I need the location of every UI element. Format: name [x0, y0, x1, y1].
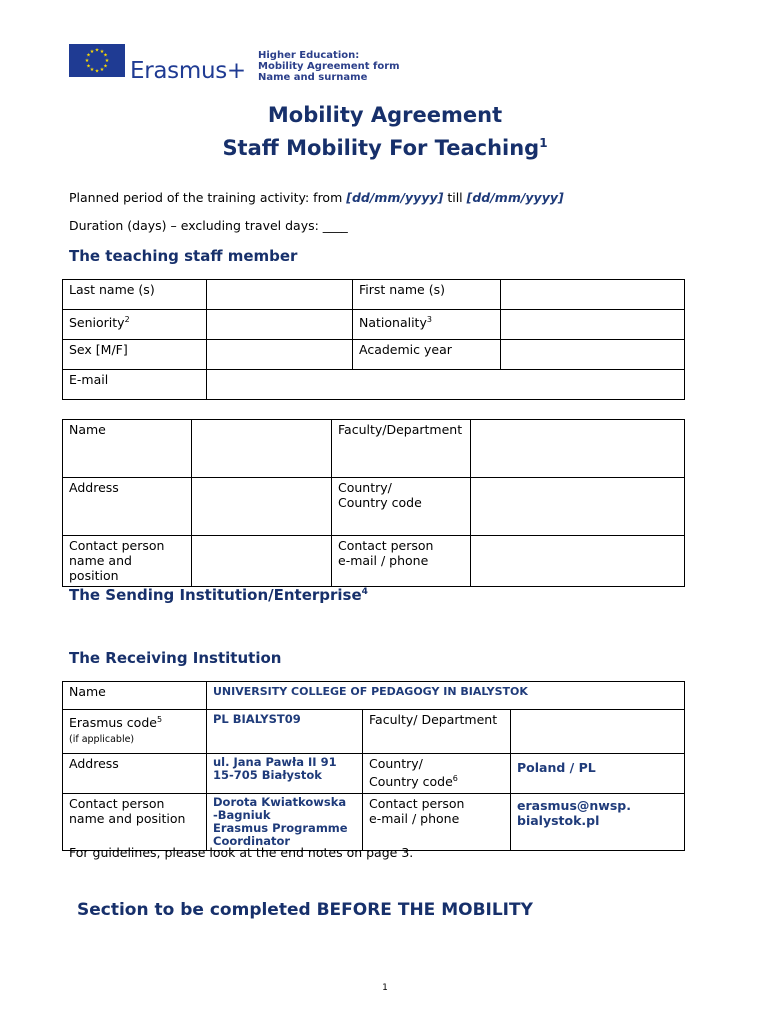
academic-year-label: Academic year: [353, 340, 501, 370]
section-heading-receiving: The Receiving Institution: [69, 649, 282, 667]
last-name-field[interactable]: [207, 280, 353, 310]
page-number: 1: [382, 983, 388, 993]
receiving-name-label: Name: [63, 682, 207, 710]
staff-table: [62, 279, 685, 400]
svg-text:★: ★: [86, 63, 91, 70]
sex-label: Sex [M/F]: [63, 340, 207, 370]
section-heading-staff: The teaching staff member: [69, 247, 298, 265]
svg-text:★: ★: [89, 49, 95, 55]
footnote-ref: 1: [539, 136, 548, 150]
sending-faculty-label: Faculty/Department: [332, 420, 471, 478]
header-line-1: Higher Education:: [258, 50, 360, 61]
receiving-institution-table: [62, 681, 685, 851]
receiving-country-value: Poland / PL: [511, 754, 685, 794]
svg-text:★: ★: [103, 63, 108, 70]
receiving-email-value[interactable]: erasmus@nwsp. bialystok.pl: [511, 794, 685, 851]
svg-text:★: ★: [89, 67, 95, 73]
duration-line: Duration (days) – excluding travel days: ____: [69, 218, 348, 233]
header-line-3: Name and surname: [258, 72, 368, 83]
last-name-label: Last name (s): [63, 280, 207, 310]
sending-address-field[interactable]: [192, 478, 332, 536]
svg-text:★: ★: [94, 47, 100, 54]
first-name-field[interactable]: [501, 280, 685, 310]
sending-country-label: Country/ Country code: [332, 478, 471, 536]
header-line-2: Mobility Agreement form: [258, 61, 400, 72]
receiving-contact-name-value: Dorota Kwiatkowska -Bagniuk Erasmus Programme Coordinator: [207, 794, 363, 851]
sending-faculty-field[interactable]: [471, 420, 685, 478]
svg-text:★: ★: [86, 52, 91, 59]
receiving-faculty-label: Faculty/ Department: [363, 710, 511, 754]
erasmus-code-value: PL BIALYST09: [207, 710, 363, 754]
sending-institution-table: [62, 419, 685, 587]
receiving-name-value: UNIVERSITY COLLEGE OF PEDAGOGY IN BIALYSTOK: [207, 682, 685, 710]
email-field[interactable]: [207, 370, 685, 400]
seniority-field[interactable]: [207, 310, 353, 340]
till-date-placeholder[interactable]: [dd/mm/yyyy]: [466, 190, 564, 205]
page-subtitle: Staff Mobility For Teaching$^1$: [222, 136, 548, 160]
svg-text:★: ★: [94, 68, 100, 75]
svg-text:★: ★: [84, 58, 90, 64]
sex-field[interactable]: [207, 340, 353, 370]
sending-contact-email-field[interactable]: [471, 536, 685, 587]
section-heading-sending: The Sending Institution/Enterprise$^4$: [69, 586, 368, 604]
receiving-contact-email-label: Contact person e-mail / phone: [363, 794, 511, 851]
receiving-country-label: Country/ Country code$^6$: [363, 754, 511, 794]
email-label: E-mail: [63, 370, 207, 400]
receiving-address-value: ul. Jana Pawła II 91 15-705 Białystok: [207, 754, 363, 794]
sending-contact-label: Contact person name and position: [63, 536, 192, 587]
receiving-faculty-field[interactable]: [511, 710, 685, 754]
svg-text:★: ★: [103, 52, 108, 59]
seniority-label: Seniority$^2$: [63, 310, 207, 340]
nationality-field[interactable]: [501, 310, 685, 340]
svg-text:★: ★: [99, 67, 105, 73]
erasmus-logo-text: Erasmus+: [130, 58, 246, 84]
section-heading-before-mobility: Section to be completed BEFORE THE MOBILITY: [77, 900, 533, 920]
eu-flag-logo: [69, 44, 125, 77]
sending-name-field[interactable]: [192, 420, 332, 478]
svg-text:★: ★: [104, 58, 110, 64]
nationality-label: Nationality$^3$: [353, 310, 501, 340]
sending-name-label: Name: [63, 420, 192, 478]
from-date-placeholder[interactable]: [dd/mm/yyyy]: [346, 190, 444, 205]
erasmus-code-label: Erasmus code$^5$ (if applicable): [63, 710, 207, 754]
receiving-address-label: Address: [63, 754, 207, 794]
guidelines-note: For guidelines, please look at the end notes on page 3.: [69, 845, 414, 860]
sending-contact-field[interactable]: [192, 536, 332, 587]
sending-contact-email-label: Contact person e-mail / phone: [332, 536, 471, 587]
first-name-label: First name (s): [353, 280, 501, 310]
academic-year-field[interactable]: [501, 340, 685, 370]
planned-period-line: Planned period of the training activity: from [dd/mm/yyyy] till [dd/mm/yyyy]: [69, 190, 564, 205]
page-title: Mobility Agreement: [267, 103, 503, 127]
sending-address-label: Address: [63, 478, 192, 536]
sending-country-field[interactable]: [471, 478, 685, 536]
receiving-contact-label: Contact person name and position: [63, 794, 207, 851]
svg-text:★: ★: [99, 49, 105, 55]
